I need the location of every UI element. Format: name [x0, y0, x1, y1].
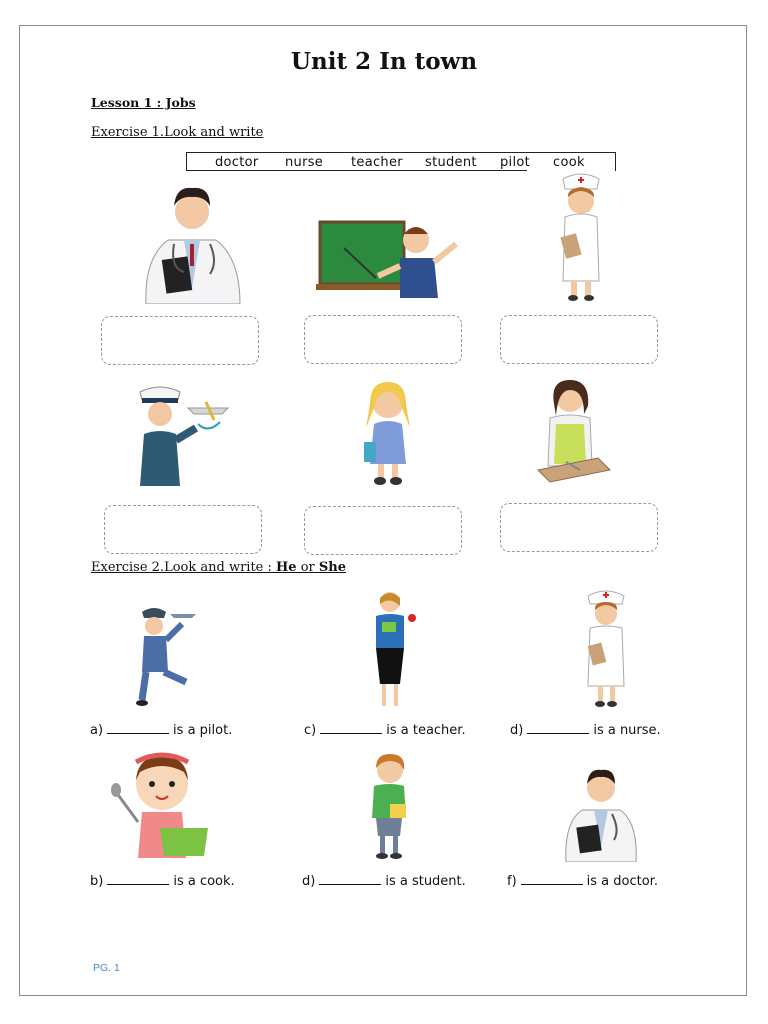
word-doctor: doctor	[215, 155, 259, 170]
sentence-d-student: d) is a student.	[302, 874, 466, 889]
blank-f[interactable]	[521, 875, 583, 885]
doctor-picture	[140, 178, 244, 304]
blank-a[interactable]	[107, 724, 169, 734]
word-pilot: pilot	[500, 155, 531, 170]
word-teacher: teacher	[351, 155, 403, 170]
nurse-small-picture	[584, 588, 628, 710]
answer-box-4[interactable]	[104, 505, 262, 554]
exercise-1-heading: Exercise 1.Look and write	[91, 125, 264, 140]
cook-picture	[536, 374, 614, 486]
cook-girl-picture	[108, 752, 216, 858]
blank-d-student[interactable]	[319, 875, 381, 885]
student-boy-picture	[364, 754, 414, 860]
word-bank	[186, 152, 616, 171]
blank-b[interactable]	[107, 875, 169, 885]
doctor-small-picture	[562, 766, 640, 862]
student-girl-picture	[360, 378, 416, 488]
answer-box-6[interactable]	[500, 503, 658, 552]
page-title: Unit 2 In town	[290, 48, 478, 75]
teacher-picture	[316, 218, 468, 302]
word-student: student	[425, 155, 477, 170]
sentence-a: a) is a pilot.	[90, 723, 233, 738]
answer-box-5[interactable]	[304, 506, 462, 555]
page-number: PG. 1	[93, 962, 120, 974]
sentence-c: c) is a teacher.	[304, 723, 466, 738]
answer-box-3[interactable]	[500, 315, 658, 364]
lesson-heading: Lesson 1 : Jobs	[91, 95, 196, 110]
word-cook: cook	[553, 155, 585, 170]
pilot-picture	[134, 380, 232, 488]
answer-box-1[interactable]	[101, 316, 259, 365]
nurse-picture	[553, 171, 609, 303]
sentence-f: f) is a doctor.	[507, 874, 658, 889]
answer-box-2[interactable]	[304, 315, 462, 364]
sentence-d-nurse: d) is a nurse.	[510, 723, 661, 738]
exercise-2-heading: Exercise 2.Look and write : He or She	[91, 560, 347, 575]
sentence-b: b) is a cook.	[90, 874, 235, 889]
pilot-man-picture	[136, 600, 198, 708]
teacher-woman-picture	[370, 588, 420, 712]
word-nurse: nurse	[285, 155, 324, 170]
blank-d-nurse[interactable]	[527, 724, 589, 734]
blank-c[interactable]	[320, 724, 382, 734]
